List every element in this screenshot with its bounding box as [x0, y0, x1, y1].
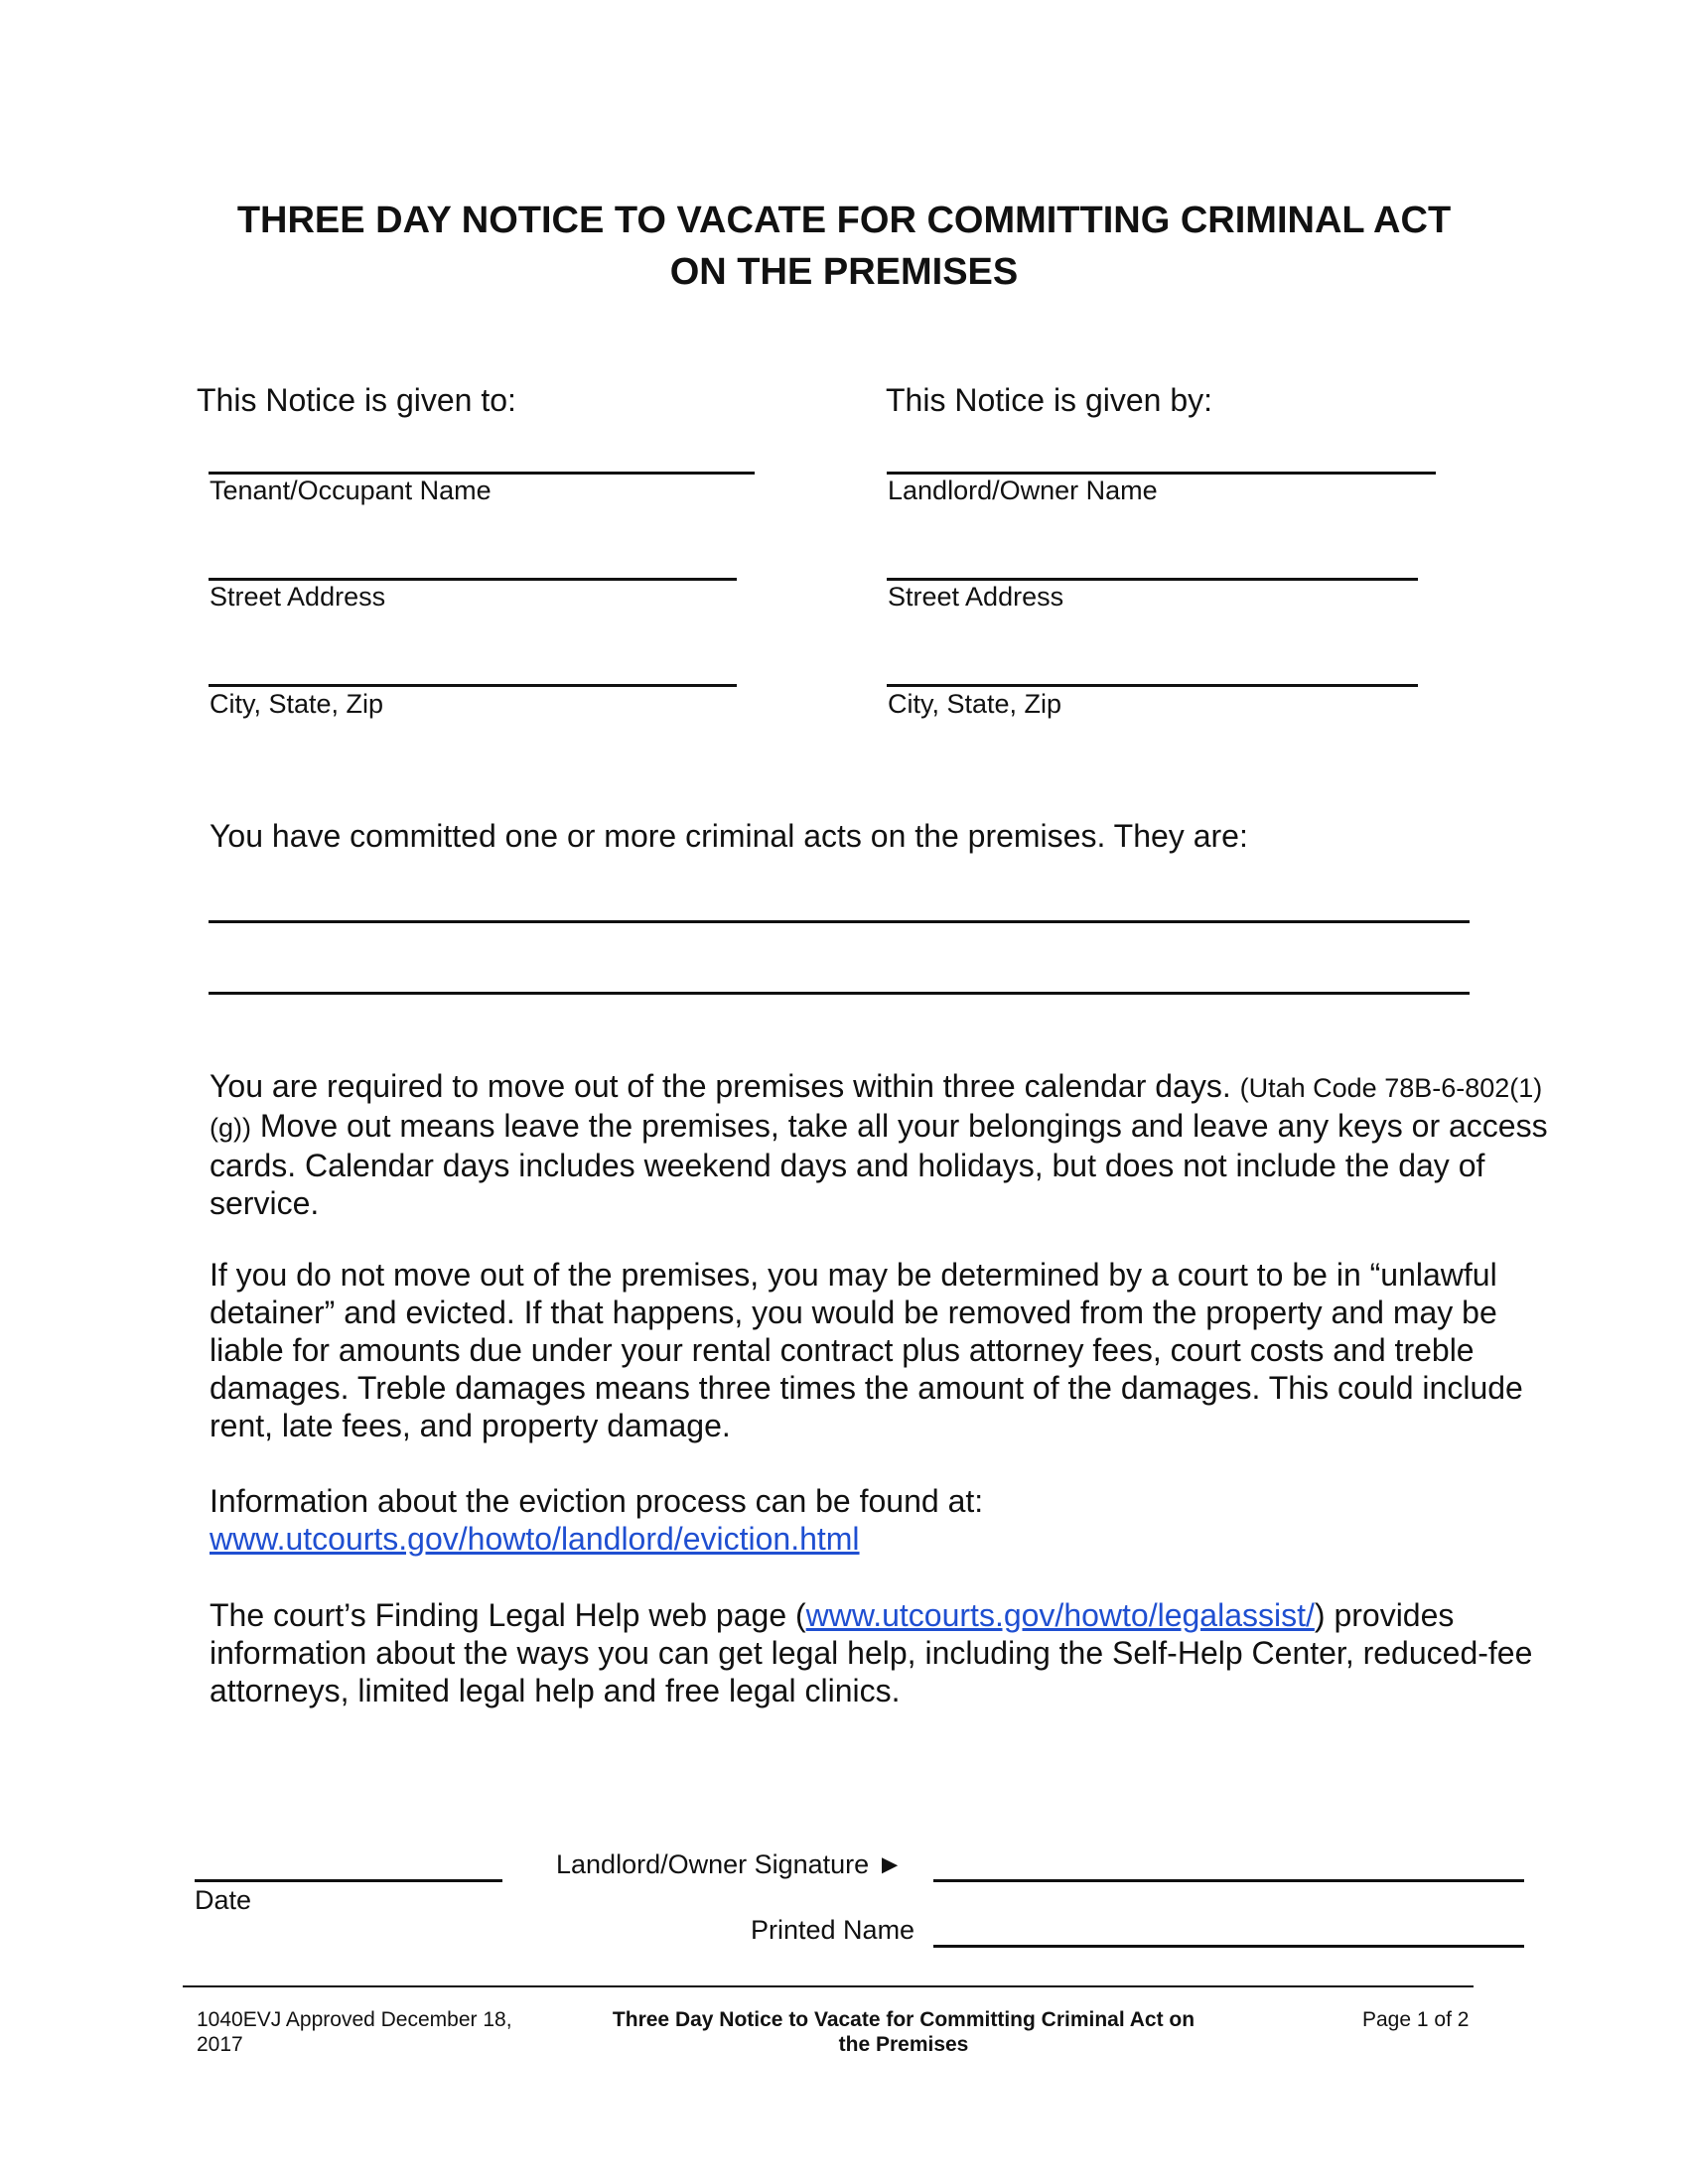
signature-field[interactable] — [933, 1879, 1524, 1882]
signature-label: Landlord/Owner Signature ► — [556, 1849, 904, 1879]
footer-form-id: 1040EVJ Approved December 18, 2017 — [197, 2008, 512, 2056]
tenant-city-field[interactable] — [209, 684, 737, 687]
utah-code-citation: (Utah Code 78B-6-802(1)(g)) — [210, 1073, 1543, 1143]
footer-title: Three Day Notice to Vacate for Committing Criminal Act on the Premises — [612, 2008, 1196, 2056]
printed-name-label: Printed Name — [751, 1915, 915, 1945]
move-out-text-1: You are required to move out of the premises within three calendar days. — [210, 1068, 1231, 1104]
document-title — [149, 195, 1539, 298]
given-to-heading: This Notice is given to: — [197, 382, 516, 418]
landlord-street-label: Street Address — [888, 582, 1064, 612]
date-field[interactable] — [195, 1879, 502, 1882]
move-out-text-2: Move out means leave the premises, take all your belongings and leave any keys or access cards. Calendar days includes weekend days and holidays, but does not include the day of service. — [210, 1108, 1548, 1221]
printed-name-field[interactable] — [933, 1945, 1524, 1948]
legal-help-text-1: The court’s Finding Legal Help web page ( — [210, 1597, 806, 1633]
criminal-acts-prompt: You have committed one or more criminal acts on the premises. They are: — [210, 818, 1248, 854]
title-line-1: THREE DAY NOTICE TO VACATE FOR COMMITTING CRIMINAL ACT — [236, 200, 1452, 241]
title-line-2: ON THE PREMISES — [669, 251, 1019, 293]
landlord-city-label: City, State, Zip — [888, 689, 1062, 719]
eviction-info-text: Information about the eviction process can be found at: — [210, 1483, 984, 1519]
unlawful-detainer-paragraph: If you do not move out of the premises, you may be determined by a court to be in “unlawful detainer” and evicted. If that happens, you would be removed from the property and may be liable for amounts due under your rental contract plus attorney fees, court costs and treble damages. Treble damages means three times the amount of the damages. This could include rent, late fees, and property damage. — [210, 1257, 1523, 1443]
given-by-heading: This Notice is given by: — [886, 382, 1213, 418]
tenant-street-label: Street Address — [210, 582, 386, 612]
landlord-name-label: Landlord/Owner Name — [888, 476, 1158, 505]
criminal-acts-line-1[interactable] — [209, 920, 1470, 923]
landlord-city-field[interactable] — [887, 684, 1418, 687]
move-out-paragraph — [210, 1067, 1570, 1222]
footer-divider — [183, 1985, 1474, 1987]
date-label: Date — [195, 1885, 252, 1915]
criminal-acts-line-2[interactable] — [209, 992, 1470, 995]
footer-page-number: Page 1 of 2 — [1362, 2008, 1470, 2031]
legal-help-paragraph — [210, 1596, 1570, 1709]
eviction-info-paragraph — [210, 1482, 1570, 1558]
tenant-name-label: Tenant/Occupant Name — [210, 476, 492, 505]
tenant-city-label: City, State, Zip — [210, 689, 384, 719]
legal-assist-link[interactable]: www.utcourts.gov/howto/legalassist/ — [805, 1597, 1315, 1633]
legal-help-text-2: ) provides information about the ways you can get legal help, including the Self-Help Center, reduced-fee attorneys, limited legal help and free legal clinics. — [210, 1597, 1533, 1708]
eviction-link[interactable]: www.utcourts.gov/howto/landlord/eviction.html — [210, 1521, 860, 1557]
